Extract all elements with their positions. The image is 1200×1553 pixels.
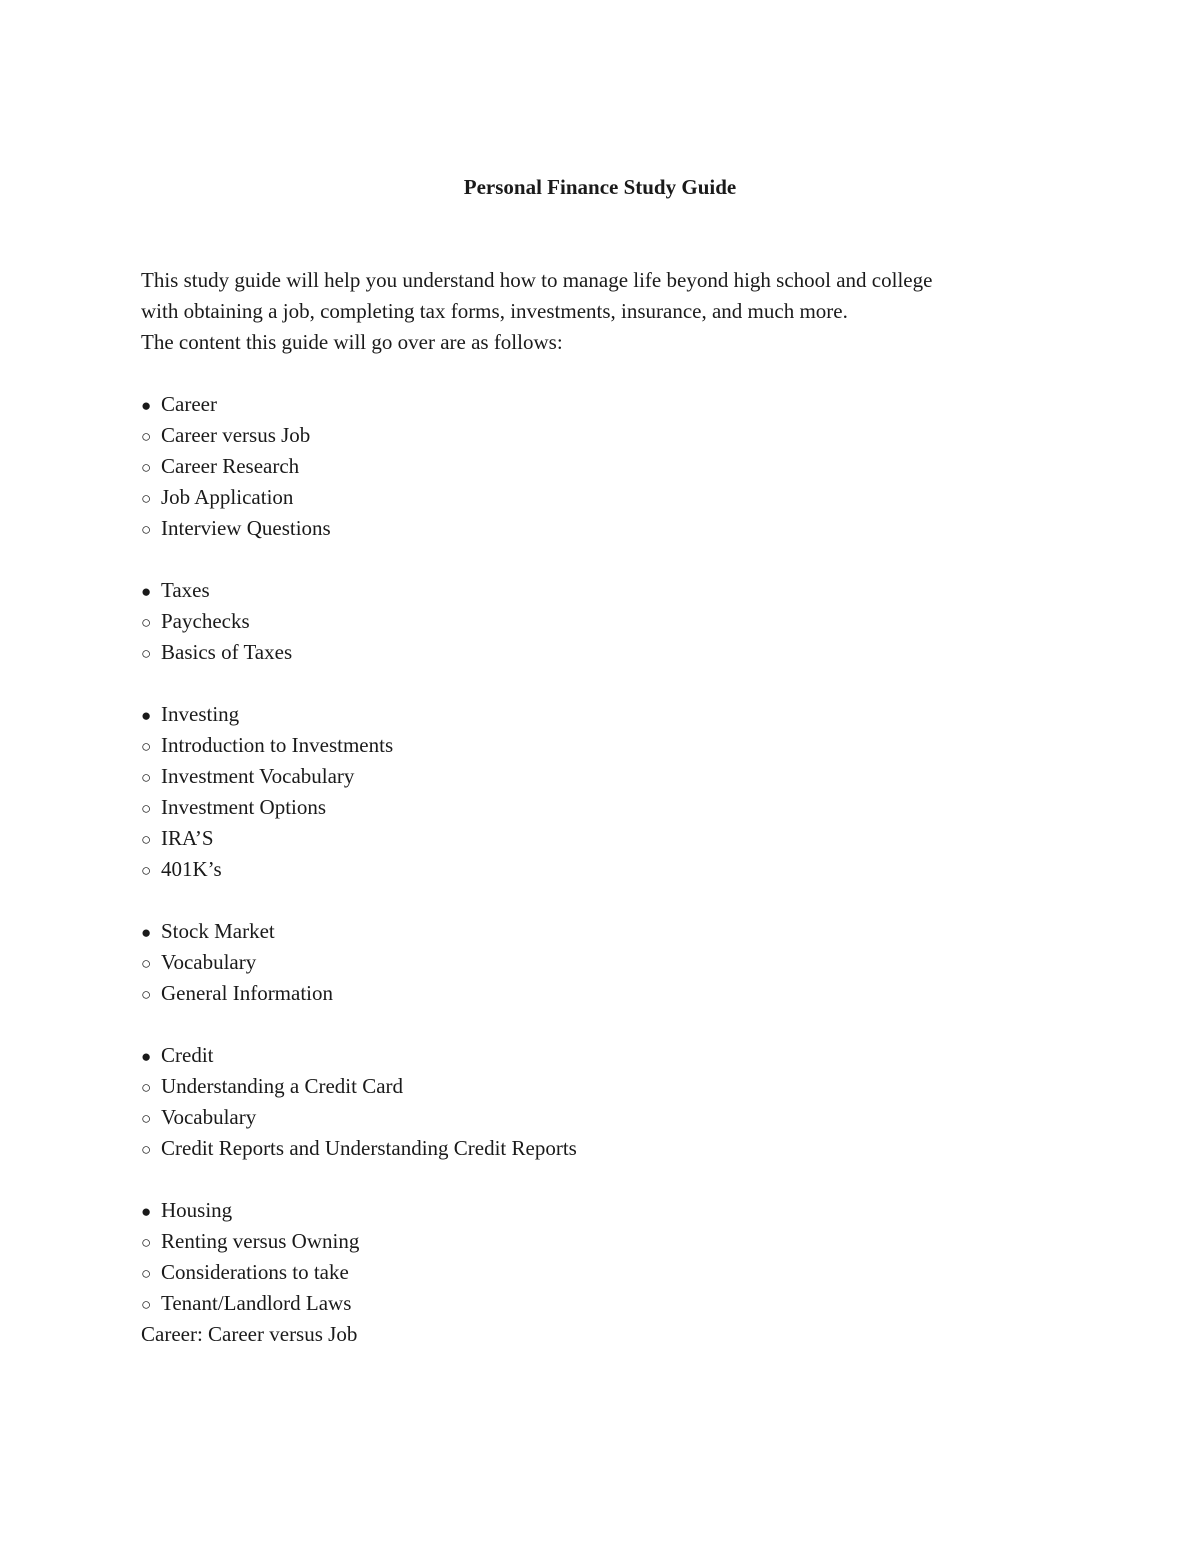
list-item-text: Career versus Job [161,423,311,447]
sub-bullet-icon: ○ [141,861,152,880]
section-heading [141,1195,1121,1226]
list-item-text: Vocabulary [161,1105,257,1129]
sub-bullet-icon: ○ [141,768,152,787]
section-heading [141,916,1121,947]
sub-bullet-icon: ○ [141,985,152,1004]
list-item-text: Tenant/Landlord Laws [161,1291,352,1315]
section-heading-text: Housing [161,1198,233,1222]
topics-list [141,389,1121,1319]
document-body [141,265,1121,1350]
section-heading-text: Taxes [161,578,210,602]
list-item [141,1226,1121,1257]
list-item-text: Introduction to Investments [161,733,394,757]
list-item-text: 401K’s [161,857,222,881]
sub-bullet-icon: ○ [141,830,152,849]
list-item [141,1257,1121,1288]
list-item [141,1071,1121,1102]
list-item [141,451,1121,482]
sub-bullet-icon: ○ [141,737,152,756]
section-heading-text: Career [161,392,217,416]
closing-line: Career: Career versus Job [141,1322,358,1346]
list-item [141,1288,1121,1319]
list-item [141,637,1121,668]
list-item [141,606,1121,637]
sub-bullet-icon: ○ [141,489,152,508]
list-item [141,1102,1121,1133]
list-item [141,854,1121,885]
bullet-icon: ● [141,706,152,725]
intro-line: This study guide will help you understand how to manage life beyond high school and college [141,268,933,292]
sub-bullet-icon: ○ [141,1264,152,1283]
sub-bullet-icon: ○ [141,954,152,973]
section-heading-text: Investing [161,702,240,726]
list-item-text: Renting versus Owning [161,1229,360,1253]
sub-bullet-icon: ○ [141,644,152,663]
list-item-text: Interview Questions [161,516,331,540]
sub-bullet-icon: ○ [141,1140,152,1159]
list-item [141,947,1121,978]
list-item [141,792,1121,823]
bullet-icon: ● [141,396,152,415]
section-heading [141,699,1121,730]
sub-bullet-icon: ○ [141,458,152,477]
list-item-text: General Information [161,981,334,1005]
list-item-text: IRA’S [161,826,214,850]
list-item-text: Investment Vocabulary [161,764,355,788]
sub-bullet-icon: ○ [141,1078,152,1097]
list-item-text: Basics of Taxes [161,640,293,664]
sub-bullet-icon: ○ [141,799,152,818]
bullet-icon: ● [141,582,152,601]
section-heading [141,1040,1121,1071]
bullet-icon: ● [141,1202,152,1221]
sub-bullet-icon: ○ [141,520,152,539]
section-heading [141,575,1121,606]
section-heading [141,389,1121,420]
document-title: Personal Finance Study Guide [463,175,737,199]
list-item-text: Vocabulary [161,950,257,974]
list-item [141,1133,1121,1164]
sub-bullet-icon: ○ [141,613,152,632]
list-item-text: Credit Reports and Understanding Credit Reports [161,1136,577,1160]
list-item-text: Considerations to take [161,1260,349,1284]
sub-bullet-icon: ○ [141,427,152,446]
list-item [141,513,1121,544]
section-heading-text: Credit [161,1043,214,1067]
list-item-text: Job Application [161,485,294,509]
list-item-text: Career Research [161,454,300,478]
list-item [141,823,1121,854]
intro-line: The content this guide will go over are as follows: [141,330,563,354]
list-item [141,761,1121,792]
bullet-icon: ● [141,923,152,942]
list-item-text: Investment Options [161,795,327,819]
intro-line: with obtaining a job, completing tax forms, investments, insurance, and much more. [141,299,848,323]
list-item [141,420,1121,451]
list-item-text: Paychecks [161,609,250,633]
list-item-text: Understanding a Credit Card [161,1074,404,1098]
list-item [141,730,1121,761]
bullet-icon: ● [141,1047,152,1066]
list-item [141,978,1121,1009]
list-item [141,482,1121,513]
sub-bullet-icon: ○ [141,1109,152,1128]
sub-bullet-icon: ○ [141,1295,152,1314]
section-heading-text: Stock Market [161,919,275,943]
sub-bullet-icon: ○ [141,1233,152,1252]
